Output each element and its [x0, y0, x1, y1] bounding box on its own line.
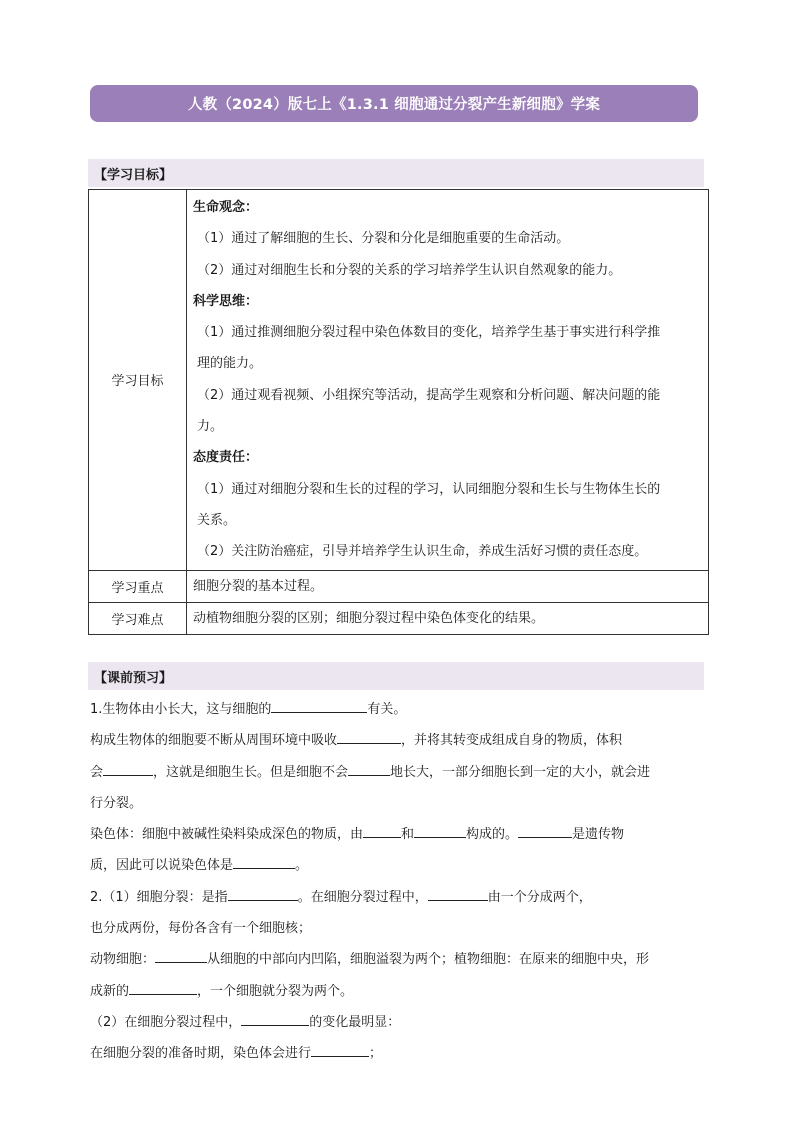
fill-blank[interactable]	[363, 823, 401, 838]
goal-line: （2）通过对细胞生长和分裂的关系的学习培养学生认识自然观象的能力。	[197, 262, 622, 278]
text: （2）在细胞分裂过程中，	[90, 1014, 242, 1030]
preview-line-10	[90, 976, 700, 1007]
goal-line: （1）通过对细胞分裂和生长的过程的学习，认同细胞分裂和生长与生物体生长的	[197, 481, 661, 497]
text: 构成生物体的细胞要不断从周围环境中吸收	[90, 733, 338, 749]
preview-line-8: 也分成两份，每份各含有一个细胞核；	[90, 921, 312, 937]
preview-line-3	[90, 757, 700, 788]
goal-line: （1）通过推测细胞分裂过程中染色体数目的变化，培养学生基于事实进行科学推	[197, 325, 661, 341]
difficulty-label: 学习难点	[89, 602, 187, 634]
preview-line-6	[90, 850, 700, 881]
goal-category-heading: 生命观念：	[193, 200, 259, 215]
fill-blank[interactable]	[228, 886, 298, 901]
text: ，这就是细胞生长。但是细胞不会	[153, 764, 349, 780]
fill-blank[interactable]	[233, 854, 295, 869]
goal-line: （1）通过了解细胞的生长、分裂和分化是细胞重要的生命活动。	[197, 231, 570, 247]
preview-line-9	[90, 944, 700, 975]
text: 成新的	[90, 983, 130, 999]
text: 1.生物体由小长大，这与细胞的	[90, 702, 272, 717]
fill-blank[interactable]	[337, 729, 401, 744]
text: 地长大，一部分细胞长到一定的大小，就会进	[390, 764, 651, 780]
text: 从细胞的中部向内凹陷，细胞溢裂为两个；植物细胞：在原来的细胞中央，形	[207, 952, 650, 968]
section-heading-preview: 【课前预习】	[88, 662, 704, 690]
goals-label-cell: 学习目标	[89, 190, 187, 571]
section-heading-goals: 【学习目标】	[88, 159, 704, 187]
goals-lines	[193, 190, 698, 570]
fill-blank[interactable]	[348, 761, 390, 776]
preview-line-7	[90, 882, 700, 913]
fill-blank[interactable]	[414, 823, 466, 838]
key-points-label: 学习重点	[89, 570, 187, 602]
text: 。	[295, 858, 309, 874]
goal-line: （2）通过观看视频、小组探究等活动，提高学生观察和分析问题、解决问题的能	[197, 387, 661, 403]
fill-blank[interactable]	[129, 980, 197, 995]
text: 在细胞分裂的准备时期，染色体会进行	[90, 1046, 312, 1062]
text: 有关。	[367, 702, 407, 717]
text: ；	[369, 1046, 383, 1062]
text: 的变化最明显：	[309, 1014, 401, 1030]
text: 是遗传物	[572, 827, 625, 843]
fill-blank[interactable]	[428, 886, 488, 901]
goal-category-heading: 科学思维：	[193, 293, 259, 309]
fill-blank[interactable]	[241, 1011, 309, 1026]
text: ，一个细胞就分裂为两个。	[197, 983, 354, 999]
preview-line-12	[90, 1038, 700, 1069]
text: 染色体：细胞中被碱性染料染成深色的物质，由	[90, 827, 364, 843]
goal-category-heading: 态度责任：	[193, 450, 259, 466]
goal-line: 关系。	[197, 512, 237, 528]
text: 构成的。	[466, 827, 519, 843]
text: 动物细胞：	[90, 952, 156, 968]
fill-blank[interactable]	[271, 698, 367, 713]
text: 2.（1）细胞分裂：是指	[90, 889, 228, 905]
preview-line-11	[90, 1007, 700, 1038]
table-row	[89, 190, 709, 571]
preview-line-2	[90, 725, 700, 756]
text: 由一个分成两个，	[487, 889, 592, 905]
table-row	[89, 602, 709, 634]
difficulty-text: 动植物细胞分裂的区别；细胞分裂过程中染色体变化的结果。	[187, 602, 709, 634]
preview-line-4: 行分裂。	[90, 795, 143, 811]
fill-blank[interactable]	[518, 823, 572, 838]
preview-line-1	[90, 694, 700, 725]
fill-blank[interactable]	[103, 761, 153, 776]
page-title: 人教（2024）版七上《1.3.1 细胞通过分裂产生新细胞》学案	[90, 85, 698, 122]
goal-line: 力。	[197, 419, 224, 435]
text: 会	[90, 764, 104, 780]
table-row	[89, 570, 709, 602]
goals-content-cell	[187, 190, 709, 571]
text: 质，因此可以说染色体是	[90, 858, 234, 874]
goal-line: 理的能力。	[197, 356, 263, 372]
goal-line: （2）关注防治癌症，引导并培养学生认识生命，养成生活好习惯的责任态度。	[197, 544, 648, 560]
preview-line-5	[90, 819, 700, 850]
preview-exercises	[90, 694, 700, 1070]
goals-table	[88, 189, 709, 635]
text: ，并将其转变成组成自身的物质，体积	[401, 733, 623, 749]
fill-blank[interactable]	[311, 1042, 369, 1057]
fill-blank[interactable]	[155, 948, 207, 963]
text: 。在细胞分裂过程中，	[297, 889, 428, 905]
text: 和	[401, 827, 415, 843]
key-points-text: 细胞分裂的基本过程。	[187, 570, 709, 602]
